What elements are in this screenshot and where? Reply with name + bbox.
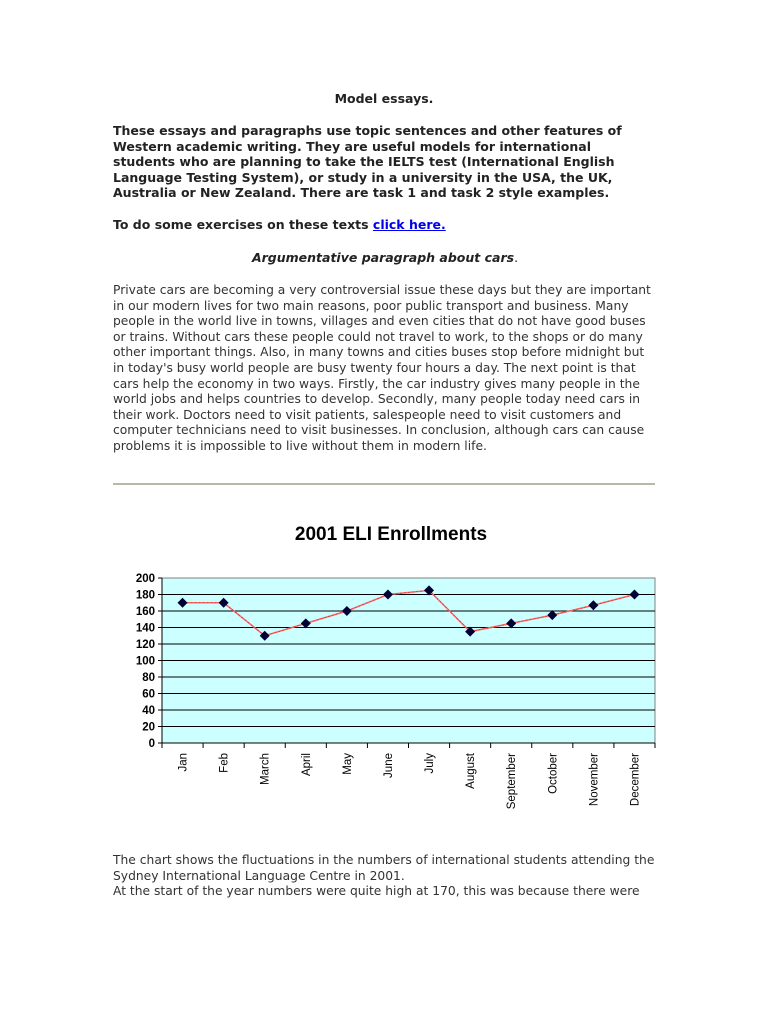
x-tick-label: November — [588, 753, 601, 807]
chart-description-line-2: At the start of the year numbers were quite high at 170, this was because there were — [113, 884, 640, 899]
x-tick-label: August — [465, 753, 478, 789]
y-tick-label: 40 — [142, 705, 155, 717]
y-tick-label: 20 — [142, 721, 155, 734]
y-tick-label: 80 — [142, 672, 155, 684]
click-here-link[interactable]: click here. — [372, 217, 446, 232]
chart-title: 2001 ELI Enrollments — [294, 524, 488, 545]
essay-paragraph: Private cars are becoming a very controversial issue these days but they are important in our modern lives for two main reasons, poor public transport and business. Many people in the world live in towns, villages and even cities that do not have good buses or trains. Without cars these people could not travel to work, to the shops or do many other important things. Also, in many towns and cities buses stop before midnight but in today's busy world people are busy twenty four hours a day. The next point is that cars help the economy in two ways. Firstly, the car industry gives many people in the world jobs and helps countries to develop. Secondly, many people today need cars in their work. Doctors need to visit patients, salespeople need to visit customers and computer technicians need to visit businesses. In conclusion, although cars can cause problems it is impossible to live without them in modern life. — [113, 283, 651, 453]
x-tick-label: Jan — [177, 753, 190, 772]
exercise-text: To do some exercises on these texts — [113, 217, 373, 232]
x-tick-label: March — [259, 753, 272, 785]
enrollments-chart — [0, 510, 768, 830]
x-tick-label: April — [300, 753, 313, 777]
essay-heading-period: . — [514, 250, 519, 265]
y-tick-label: 140 — [135, 622, 155, 635]
y-tick-label: 60 — [142, 688, 155, 701]
x-tick-label: June — [382, 753, 395, 778]
y-tick-label: 120 — [135, 639, 155, 651]
y-tick-label: 180 — [135, 589, 155, 602]
page-title: Model essays. — [334, 91, 434, 106]
y-tick-label: 100 — [135, 655, 155, 668]
y-tick-label: 160 — [135, 606, 155, 618]
intro-paragraph: These essays and paragraphs use topic sentences and other features of Western academic writing. They are useful models for international students who are planning to take the IELTS test (International English Language Testing System), or study in a university in the USA, the UK, Australia or New Zealand. There are task 1 and task 2 style examples. — [113, 123, 622, 200]
x-tick-label: December — [629, 753, 642, 807]
essay-heading — [113, 250, 657, 265]
chart-description — [113, 853, 659, 900]
x-tick-label: October — [547, 753, 560, 794]
x-tick-label: September — [506, 753, 519, 810]
y-tick-label: 200 — [135, 573, 155, 585]
chart-description-line-1: The chart shows the fluctuations in the numbers of international students attending the Sydney International Language Centre in 2001. — [113, 853, 655, 883]
x-tick-label: Feb — [218, 753, 231, 773]
exercise-line — [113, 217, 657, 232]
y-tick-label: 0 — [148, 738, 155, 750]
x-tick-label: July — [424, 753, 437, 774]
essay-heading-text: Argumentative paragraph about cars — [251, 250, 515, 265]
horizontal-divider — [113, 483, 655, 485]
x-tick-label: May — [341, 753, 354, 775]
